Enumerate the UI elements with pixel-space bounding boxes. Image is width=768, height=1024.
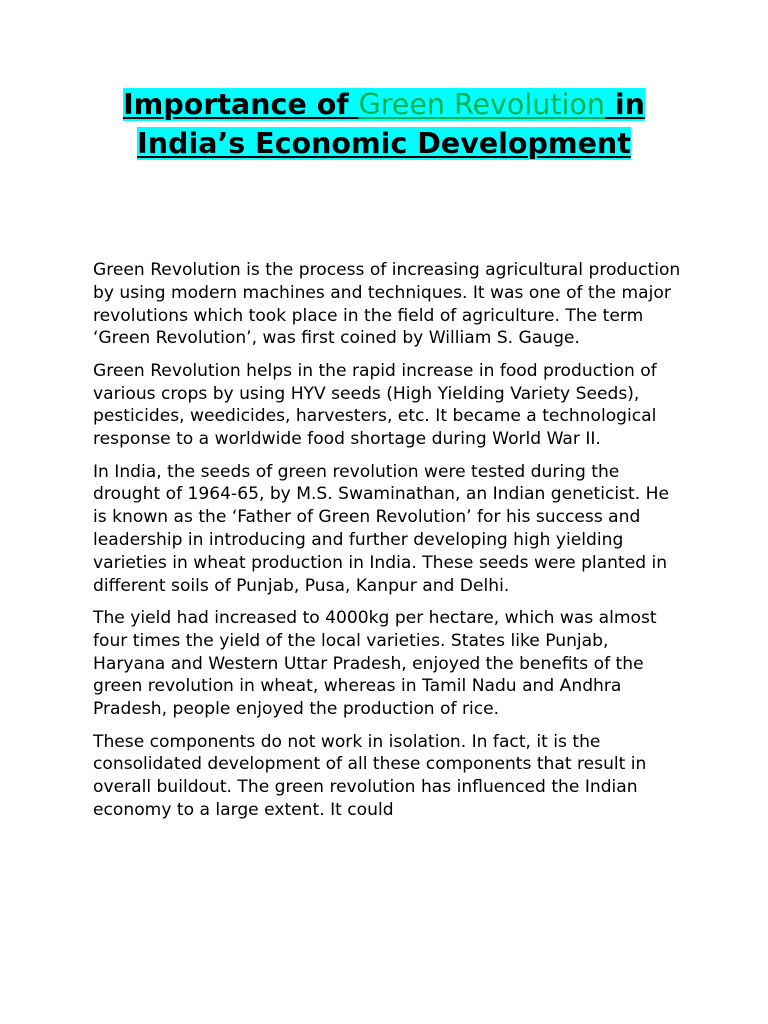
title-part-3: in India’s Economic Development	[137, 88, 645, 160]
document-body	[93, 259, 683, 831]
paragraph-5: These components do not work in isolation. In fact, it is the consolidated development of all these components that result in overall buildout. The green revolution has influenced the Indian economy to a large extent. It could	[93, 731, 647, 820]
paragraph-3: In India, the seeds of green revolution were tested during the drought of 1964-65, by M.S. Swaminathan, an Indian geneticist. He is known as the ‘Father of Green Revolution’ for his success and leadership in introducing and further developing high yielding varieties in wheat production in India. These seeds were planted in different soils of Punjab, Pusa, Kanpur and Delhi.	[93, 461, 669, 596]
title-green-revolution: Green Revolution	[358, 88, 605, 121]
paragraph-2: Green Revolution helps in the rapid increase in food production of various crops by using HYV seeds (High Yielding Variety Seeds), pesticides, weedicides, harvesters, etc. It became a technological response to a worldwide food shortage during World War II.	[93, 360, 657, 450]
paragraph-1: Green Revolution is the process of increasing agricultural production by using modern machines and techniques. It was one of the major revolutions which took place in the field of agriculture. The term ‘Green Revolution’, was first coined by William S. Gauge.	[93, 260, 681, 349]
title-part-1: Importance of	[123, 88, 359, 121]
document-title	[84, 86, 684, 163]
paragraph-4: The yield had increased to 4000kg per hectare, which was almost four times the yield of the local varieties. States like Punjab, Haryana and Western Uttar Pradesh, enjoyed the benefits of the green revolution in wheat, whereas in Tamil Nadu and Andhra Pradesh, people enjoyed the production of rice.	[93, 607, 657, 720]
